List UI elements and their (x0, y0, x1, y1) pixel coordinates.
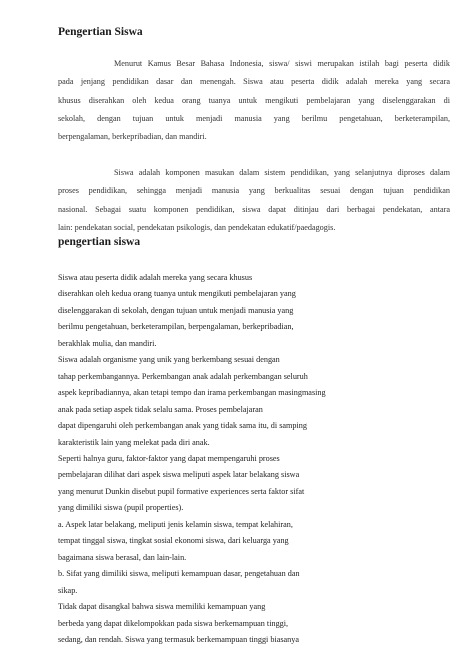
body-line: tempat tinggal siswa, tingkat sosial ekonomi siswa, dari keluarga yang (58, 536, 289, 546)
body-line: anak pada setiap aspek tidak selalu sama. Proses pembelajaran (58, 404, 263, 414)
body-line: tahap perkembangannya. Perkembangan anak adalah perkembangan seluruh (58, 371, 308, 381)
body-line: karakteristik lain yang melekat pada diri anak. (58, 437, 210, 447)
section-heading-pengertian-siswa: Pengertian Siswa (58, 26, 143, 38)
body-line: Siswa atau peserta didik adalah mereka yang secara khusus (58, 273, 253, 282)
paragraph-line: pada jenjang pendidikan dasar dan menengah. Siswa atau peserta didik adalah mereka yang secara (58, 77, 450, 87)
paragraph-line: Siswa adalah komponen masukan dalam sistem pendidikan, yang selanjutnya diproses dalam (114, 168, 450, 177)
section-heading-pengertian-siswa-lower: pengertian siswa (58, 236, 141, 248)
body-line: berakhlak mulia, dan mandiri. (58, 338, 157, 348)
body-line: sedang, dan rendah. Siswa yang termasuk berkemampuan tinggi biasanya (58, 634, 300, 644)
body-line: bagaimana siswa berasal, dan lain-lain. (58, 552, 187, 562)
paragraph-line: lain: pendekatan social, pendekatan psikologis, dan pendekatan edukatif/paedagogis. (58, 222, 336, 232)
body-line: a. Aspek latar belakang, meliputi jenis kelamin siswa, tempat kelahiran, (58, 519, 293, 529)
body-text-block (58, 270, 458, 648)
body-line: diserahkan oleh kedua orang tuanya untuk mengikuti pembelajaran yang (58, 289, 296, 299)
body-line: diselenggarakan di sekolah, dengan tujuan untuk menjadi manusia yang (58, 305, 294, 315)
body-line: berilmu pengetahuan, berketerampilan, berpengalaman, berkepribadian, (58, 322, 294, 332)
body-line: pembelajaran dilihat dari aspek siswa meliputi aspek latar belakang siswa (58, 470, 300, 480)
body-line: dapat dipengaruhi oleh perkembangan anak yang tidak sama itu, di samping (58, 421, 307, 431)
paragraph-line: proses pendidikan, sehingga menjadi manusia yang berkualitas sesuai dengan tujuan pendidikan (58, 186, 450, 196)
body-line: Siswa adalah organisme yang unik yang berkembang sesuai dengan (58, 355, 280, 365)
paragraph-system-component (58, 164, 450, 237)
paragraph-line: berpengalaman, berkepribadian, dan mandiri. (58, 132, 207, 142)
body-line: sikap. (58, 585, 78, 595)
body-line: berbeda yang dapat dikelompokkan pada siswa berkemampuan tinggi, (58, 618, 289, 628)
paragraph-line: khusus diserahkan oleh kedua orang tuanya untuk mengikuti pembelajaran yang diselenggarakan di (58, 95, 450, 105)
paragraph-line: sekolah, dengan tujuan untuk menjadi manusia yang berilmu pengetahuan, berketerampilan, (58, 113, 450, 123)
body-line: b. Sifat yang dimiliki siswa, meliputi kemampuan dasar, pengetahuan dan (58, 569, 300, 579)
body-line: yang dimiliki siswa (pupil properties). (58, 503, 184, 513)
paragraph-line: nasional. Sebagai suatu komponen pendidikan, siswa dapat ditinjau dari berbagai pendekatan, antara (58, 204, 450, 214)
body-line: Tidak dapat disangkal bahwa siswa memiliki kemampuan yang (58, 602, 266, 612)
body-line: Seperti halnya guru, faktor-faktor yang dapat mempengaruhi proses (58, 453, 280, 463)
body-line: aspek kepribadiannya, akan tetapi tempo dan irama perkembangan masingmasing (58, 388, 326, 398)
paragraph-line: Menurut Kamus Besar Bahasa Indonesia, siswa/ siswi merupakan istilah bagi peserta didik (114, 59, 450, 68)
paragraph-kbbi-definition (58, 55, 450, 146)
body-line: yang menurut Dunkin disebut pupil formative experiences serta faktor sifat (58, 486, 305, 496)
